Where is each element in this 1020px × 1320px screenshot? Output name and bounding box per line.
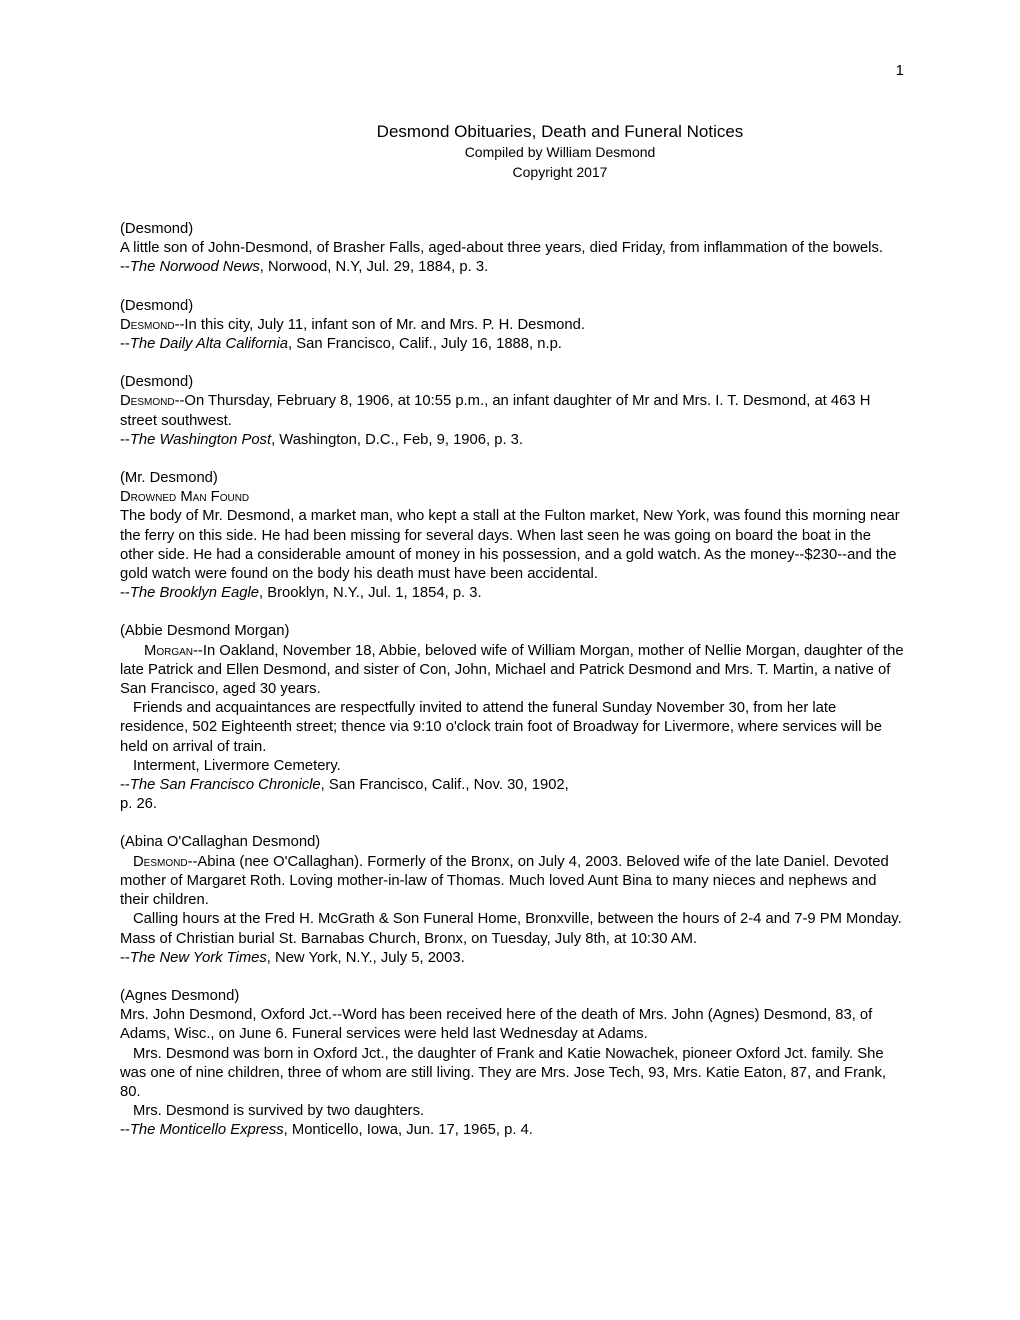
entry-paragraph: Interment, Livermore Cemetery. <box>133 757 341 774</box>
entry-heading: (Agnes Desmond) <box>120 987 240 1004</box>
entry-paragraph: Mrs. Desmond is survived by two daughters. <box>133 1103 425 1120</box>
entry-heading: (Desmond) <box>120 374 194 391</box>
entry-lead: Desmond <box>120 393 175 410</box>
obituary-entry <box>120 297 904 355</box>
obituary-list <box>120 220 904 1160</box>
publication-name: The Daily Alta California <box>129 336 289 353</box>
entry-body: A little son of John-Desmond, of Brasher Falls, aged-about three years, died Friday, from inflammation of the bowels. <box>120 240 883 257</box>
entry-source: --The Daily Alta California, San Francisco, Calif., July 16, 1888, n.p. <box>120 336 562 353</box>
entry-source: --The Brooklyn Eagle, Brooklyn, N.Y., Jul. 1, 1854, p. 3. <box>120 585 482 602</box>
obituary-entry <box>120 469 904 603</box>
entry-source: --The New York Times, New York, N.Y., July 5, 2003. <box>120 949 465 966</box>
publication-name: The San Francisco Chronicle <box>129 777 321 794</box>
publication-name: The Washington Post <box>129 431 272 448</box>
entry-paragraph: Friends and acquaintances are respectfully invited to attend the funeral Sunday November 30, from her late residence, 502 Eighteenth street; thence via 9:10 o'clock train foot of Broadway for Livermore, where services will be held on arrival of train. <box>120 700 882 755</box>
entry-paragraph: Mrs. Desmond was born in Oxford Jct., the daughter of Frank and Katie Nowachek, pioneer Oxford Jct. family. She was one of nine children, three of whom are still living. They are Mrs. Jose Tech, 93, Mrs. Katie Eaton, 87, and Frank, 80. <box>120 1045 886 1100</box>
obituary-entry <box>120 833 904 967</box>
compiled-by: Compiled by William Desmond <box>464 144 656 160</box>
entry-lead: Morgan <box>144 642 193 659</box>
entry-body: The body of Mr. Desmond, a market man, who kept a stall at the Fulton market, New York, was found this morning near the ferry on this side. He had been missing for several days. When last seen he was going on board the boat in the other side. He had a considerable amount of money in his possession, and a gold watch. As the money--$230--and the gold watch were found on the body his death must have been accidental. <box>120 508 900 583</box>
entry-source: --The Washington Post, Washington, D.C., Feb, 9, 1906, p. 3. <box>120 431 524 448</box>
document-header <box>120 121 1000 182</box>
entry-body: Mrs. John Desmond, Oxford Jct.--Word has been received here of the death of Mrs. John (Agnes) Desmond, 83, of Adams, Wisc., on June 6. Funeral services were held last Wednesday at Adams. <box>120 1007 873 1043</box>
obituary-entry <box>120 220 904 278</box>
entry-source-page: p. 26. <box>120 796 158 813</box>
entry-heading: (Abbie Desmond Morgan) <box>120 623 290 640</box>
entry-body: Desmond--Abina (nee O'Callaghan). Formerly of the Bronx, on July 4, 2003. Beloved wife of the late Daniel. Devoted mother of Margaret Roth. Loving mother-in-law of Thomas. Much loved Aunt Bina to many nieces and nephews and their children. <box>120 853 889 909</box>
publication-name: The New York Times <box>129 949 267 966</box>
entry-body: Desmond--In this city, July 11, infant son of Mr. and Mrs. P. H. Desmond. <box>120 316 585 333</box>
entry-body: Morgan--In Oakland, November 18, Abbie, beloved wife of William Morgan, mother of Nellie Morgan, daughter of the late Patrick and Ellen Desmond, and sister of Con, John, Michael and Patrick Desmond and Mrs. T. Martin, a native of San Francisco, aged 30 years. <box>120 642 904 698</box>
entry-paragraph: Calling hours at the Fred H. McGrath & Son Funeral Home, Bronxville, between the hours of 2-4 and 7-9 PM Monday. Mass of Christian burial St. Barnabas Church, Bronx, on Tuesday, July 8th, at 10:30 AM. <box>120 911 902 947</box>
publication-name: The Brooklyn Eagle <box>129 585 259 602</box>
entry-source: --The Monticello Express, Monticello, Iowa, Jun. 17, 1965, p. 4. <box>120 1122 533 1139</box>
entry-source: --The Norwood News, Norwood, N.Y, Jul. 29, 1884, p. 3. <box>120 259 489 276</box>
publication-name: The Monticello Express <box>129 1122 284 1139</box>
entry-lead: Desmond <box>133 853 188 870</box>
entry-body: Desmond--On Thursday, February 8, 1906, at 10:55 p.m., an infant daughter of Mr and Mrs. I. T. Desmond, at 463 H street southwest. <box>120 393 871 429</box>
publication-name: The Norwood News <box>129 259 260 276</box>
obituary-entry <box>120 373 904 450</box>
document-title: Desmond Obituaries, Death and Funeral Notices <box>376 122 744 141</box>
obituary-entry <box>120 622 904 814</box>
entry-lead: Desmond <box>120 316 175 333</box>
entry-subhead: Drowned Man Found <box>120 489 250 506</box>
page-number: 1 <box>895 62 904 79</box>
entry-source: --The San Francisco Chronicle, San Francisco, Calif., Nov. 30, 1902, <box>120 777 569 794</box>
obituary-entry <box>120 987 904 1141</box>
entry-heading: (Abina O'Callaghan Desmond) <box>120 834 321 851</box>
copyright: Copyright 2017 <box>512 164 608 180</box>
entry-heading: (Desmond) <box>120 221 194 237</box>
entry-heading: (Mr. Desmond) <box>120 470 218 487</box>
entry-heading: (Desmond) <box>120 297 194 314</box>
